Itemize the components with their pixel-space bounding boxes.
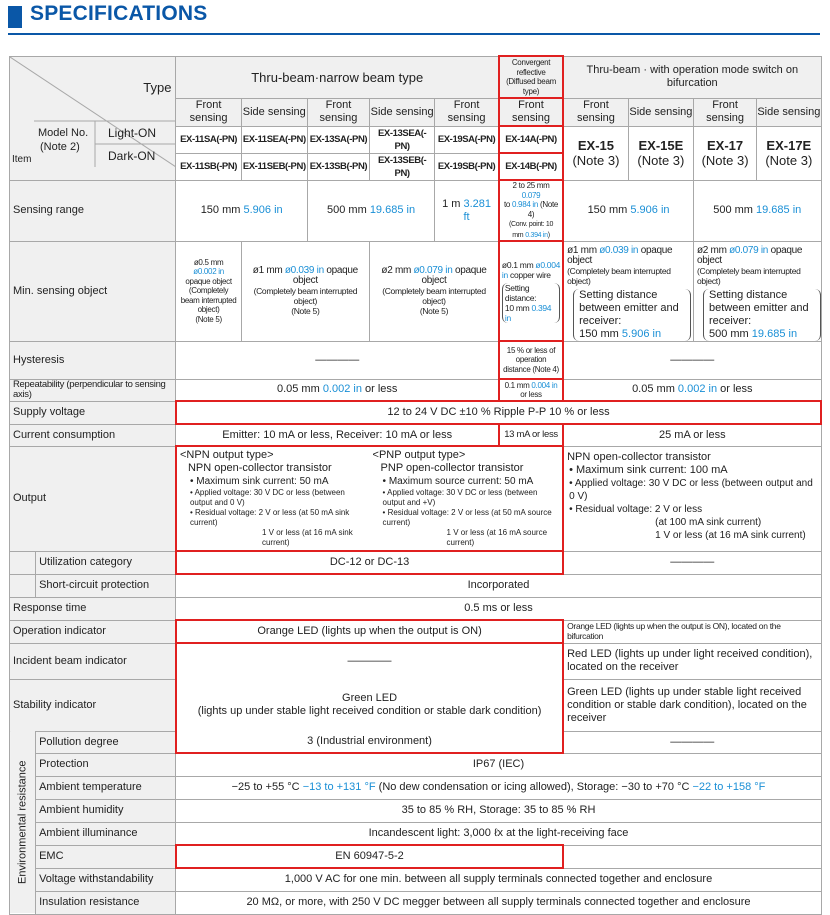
corner-cell [10, 56, 176, 180]
pnp-line: PNP open-collector transistor [380, 462, 524, 474]
repeat-suffix: or less [720, 383, 753, 396]
npn-line: • Maximum sink current: 50 mA [189, 476, 329, 487]
min-d6: 10 mm [504, 302, 530, 313]
min-a3: opaque object [185, 276, 232, 286]
util-value: DC-12 or DC-13 [176, 551, 563, 574]
row-label-amb-ill: Ambient illuminance [36, 822, 176, 845]
insul-value: 20 MΩ, or more, with 250 V DC megger between all supply terminals connected together and enclosure [176, 891, 821, 914]
min-a1: ø0.5 mm [193, 257, 224, 267]
min-object-e [563, 241, 693, 341]
env-resistance-label: Environmental resistance [10, 731, 36, 914]
model-dark: EX-11SB(-PN) [176, 153, 241, 180]
value-in: 19.685 in [756, 204, 802, 216]
repeat-conv-suffix: or less [520, 390, 542, 399]
sensing-side: Side sensing [241, 98, 307, 126]
sensing-range-value [307, 180, 434, 241]
min-b1: ø1 mm [252, 265, 283, 276]
emc-value: EN 60947-5-2 [176, 845, 563, 868]
response-value: 0.5 ms or less [176, 597, 821, 620]
row-label-short: Short-circuit protection [36, 574, 176, 597]
min-c1: ø2 mm [381, 265, 411, 276]
group-thru-narrow: Thru-beam·narrow beam type [176, 56, 499, 98]
model-dark: EX-13SB(-PN) [307, 153, 369, 180]
conv-range-in2: 0.984 in [511, 200, 539, 209]
min-object-a [176, 241, 241, 341]
model-light: EX-11SA(-PN) [176, 126, 241, 153]
group-convergent [499, 56, 563, 98]
sensing-range-value [435, 180, 499, 241]
op-ind-value: Orange LED (lights up when the output is ON) [176, 620, 563, 643]
row-label-inc-ind: Incident beam indicator [10, 643, 176, 679]
dark-on-label: Dark-ON [108, 148, 156, 163]
model-light: EX-14A(-PN) [499, 126, 563, 153]
conv-point: (Conv. point: 10 mm [508, 221, 554, 239]
min-object-d [499, 241, 563, 341]
volt-with-value: 1,000 V AC for one min. between all supply terminals connected together and enclosure [176, 868, 821, 891]
min-c4: (Completely beam interrupted object) [382, 286, 486, 306]
repeat-conv-in: 0.004 in [531, 380, 558, 390]
min-b4: (Completely beam interrupted object) [253, 286, 358, 306]
row-label-response: Response time [10, 597, 176, 620]
pnp-title: <PNP output type> [372, 449, 466, 461]
value-in: 3.281 ft [463, 197, 492, 223]
amb-temp-storage-f: −22 to +158 °F [692, 781, 766, 793]
min-c3: opaque object [421, 265, 487, 286]
inc-ind-dash: ———— [176, 643, 563, 679]
section-header [8, 2, 820, 32]
value-mm: 150 mm [587, 204, 628, 216]
min-f1: ø2 mm [696, 244, 727, 256]
amb-temp-f: −13 to +131 °F [302, 781, 376, 793]
sensing-front: Front sensing [563, 98, 628, 126]
min-e5: Setting distance between emitter and receiver: [579, 288, 679, 327]
conv-note: (Note 4) [527, 200, 559, 219]
amb-temp-c: −25 to +55 °C [231, 781, 300, 793]
conv-point-close: ) [547, 231, 550, 239]
current-value: Emitter: 10 mA or less, Receiver: 10 mA or less [176, 424, 499, 446]
protection-value: IP67 (IEC) [176, 753, 821, 776]
model-note-label: (Note 2) [40, 140, 80, 153]
repeat-in: 0.002 in [677, 383, 718, 396]
sensing-front: Front sensing [435, 98, 499, 126]
conv-range-in: 0.079 [521, 190, 541, 200]
sensing-range-value [693, 180, 821, 241]
min-e2: ø0.039 in [599, 244, 639, 256]
pnp-line: 1 V or less (at 16 mA source current) [446, 528, 548, 547]
output-pnp [370, 447, 563, 550]
row-label-pollution: Pollution degree [36, 731, 176, 753]
model-big [693, 126, 756, 180]
model-no-label: Model No. [38, 126, 89, 139]
sensing-side: Side sensing [370, 98, 435, 126]
value-mm: 500 mm [327, 204, 367, 216]
model-light: EX-13SEA(-PN) [370, 126, 435, 153]
model-light: EX-11SEA(-PN) [241, 126, 307, 153]
row-label-supply: Supply voltage [10, 401, 176, 424]
output-r-line: NPN open-collector transistor [567, 450, 711, 463]
repeat-mm: 0.05 mm [276, 383, 320, 396]
stab-ind-value [176, 679, 563, 731]
min-e6: 150 mm [579, 327, 619, 340]
output-right [563, 446, 821, 551]
min-d4: copper wire [510, 269, 551, 280]
min-b5: (Note 5) [291, 306, 320, 316]
conv-range: 2 to 25 mm [512, 181, 550, 190]
indent-cell [10, 574, 36, 597]
pollution-value: 3 (Industrial environment) [176, 731, 563, 753]
light-on-label: Light-ON [108, 125, 157, 140]
util-dash: ———— [563, 551, 821, 574]
output-inner [177, 447, 562, 550]
row-label-op-ind: Operation indicator [10, 620, 176, 643]
output-r-line: • Residual voltage: 2 V or less [569, 503, 703, 515]
hysteresis-conv: 15 % or less of operation distance (Note 4) [499, 341, 563, 379]
row-label-amb-temp: Ambient temperature [36, 776, 176, 799]
min-e3: opaque object [567, 244, 673, 266]
min-f5: Setting distance between emitter and receiver: [708, 288, 809, 327]
model-big [563, 126, 628, 180]
min-f3: opaque object [696, 244, 803, 266]
op-ind-right: Orange LED (lights up when the output is ON), located on the bifurcation [563, 620, 821, 643]
min-c2: ø0.079 in [413, 265, 453, 276]
sensing-front: Front sensing [693, 98, 756, 126]
value-in: 19.685 in [369, 204, 416, 216]
repeat-mm: 0.05 mm [632, 383, 675, 396]
model-big-note: (Note 3) [572, 153, 620, 168]
model-dark: EX-19SB(-PN) [435, 153, 499, 180]
current-conv: 13 mA or less [499, 424, 563, 446]
repeat-value [176, 379, 499, 401]
row-label-sensing-range: Sensing range [10, 180, 176, 241]
pnp-line: • Residual voltage: 2 V or less (at 50 mA source current) [382, 508, 552, 527]
current-value: 25 mA or less [563, 424, 821, 446]
output-r-line: • Applied voltage: 30 V DC or less (between output and 0 V) [569, 477, 813, 502]
row-label-min-object: Min. sensing object [10, 241, 176, 341]
row-label-hysteresis: Hysteresis [10, 341, 176, 379]
spec-table [9, 55, 822, 915]
model-light: EX-13SA(-PN) [307, 126, 369, 153]
pollution-dash: ———— [563, 731, 821, 753]
sensing-front: Front sensing [499, 98, 563, 126]
sensing-range-value [563, 180, 693, 241]
model-big-name: EX-15 [577, 138, 615, 153]
model-big-note: (Note 3) [765, 153, 813, 168]
repeat-conv-mm: 0.1 mm [504, 380, 530, 390]
sensing-range-value [176, 180, 307, 241]
repeat-suffix: or less [365, 383, 398, 396]
row-label-volt-with: Voltage withstandability [36, 868, 176, 891]
min-a4: (Completely beam interrupted object) [180, 286, 237, 315]
amb-ill-value: Incandescent light: 3,000 ℓx at the light-receiving face [176, 822, 821, 845]
min-b3: opaque object [292, 265, 358, 286]
min-d7: 0.394 in [504, 302, 552, 323]
model-dark: EX-14B(-PN) [499, 153, 563, 180]
group-thru-switch: Thru-beam · with operation mode switch on bifurcation [563, 56, 821, 98]
stab-ind-line1: Green LED [342, 692, 398, 704]
output-r-line: 1 V or less (at 16 mA sink current) [655, 529, 806, 541]
min-a5: (Note 5) [195, 314, 222, 324]
conv-point-in: 0.394 in [525, 231, 548, 239]
hysteresis-dash: ———— [176, 341, 499, 379]
model-big-note: (Note 3) [637, 153, 685, 168]
min-d1: ø0.1 mm [501, 259, 534, 270]
row-label-repeatability: Repeatability (perpendicular to sensing axis) [10, 379, 176, 401]
page-title: SPECIFICATIONS [30, 2, 208, 25]
value-in: 5.906 in [630, 204, 670, 216]
min-b2: ø0.039 in [284, 265, 324, 276]
value-in: 5.906 in [243, 204, 283, 216]
min-d2: ø0.004 [535, 259, 561, 270]
output-r-line: (at 100 mA sink current) [655, 516, 762, 528]
conv-to: to [503, 200, 511, 209]
min-object-b [241, 241, 369, 341]
group-convergent-line1: Convergent reflective [511, 58, 551, 77]
min-f4: (Completely beam interrupted object) [696, 265, 801, 286]
npn-line: 1 V or less (at 16 mA sink current) [261, 528, 353, 547]
npn-line: NPN open-collector transistor [187, 462, 332, 474]
hysteresis-dash: ———— [563, 341, 821, 379]
inc-ind-right: Red LED (lights up under light received condition), located on the receiver [563, 643, 821, 679]
min-d3: in [501, 269, 508, 280]
npn-line: • Residual voltage: 2 V or less (at 50 mA sink current) [189, 508, 350, 527]
row-label-emc: EMC [36, 845, 176, 868]
output-npn-pnp [176, 446, 563, 551]
model-big [628, 126, 693, 180]
model-big-note: (Note 3) [701, 153, 749, 168]
type-label: Type [143, 79, 172, 95]
row-label-protection: Protection [36, 753, 176, 776]
pnp-line: • Applied voltage: 30 V DC or less (between output and +V) [382, 488, 538, 507]
pnp-line: • Maximum source current: 50 mA [382, 476, 534, 487]
npn-line: • Applied voltage: 30 V DC or less (between output and 0 V) [189, 488, 345, 507]
group-convergent-line2: (Diffused beam type) [506, 77, 556, 96]
stab-ind-right: Green LED (lights up under stable light received condition or stable dark condition), located on the receiver [563, 679, 821, 731]
sensing-front: Front sensing [176, 98, 241, 126]
min-e4: (Completely beam interrupted object) [567, 265, 671, 286]
value-mm: 500 mm [713, 204, 753, 216]
min-e7: 5.906 in [621, 327, 662, 340]
header-bar [8, 6, 22, 28]
header-rule [8, 33, 820, 35]
row-label-insul: Insulation resistance [36, 891, 176, 914]
min-object-f [693, 241, 821, 341]
stab-ind-line2: (lights up under stable light received condition or stable dark condition) [197, 705, 542, 717]
repeat-conv [499, 379, 563, 401]
sensing-front: Front sensing [307, 98, 369, 126]
repeat-value [563, 379, 821, 401]
emc-empty [563, 845, 821, 868]
model-big-name: EX-17 [707, 138, 744, 153]
row-label-amb-hum: Ambient humidity [36, 799, 176, 822]
min-c5: (Note 5) [419, 306, 449, 316]
sensing-range-conv [499, 180, 563, 241]
min-d5: Setting distance: [504, 282, 537, 303]
row-label-current: Current consumption [10, 424, 176, 446]
supply-value: 12 to 24 V DC ±10 % Ripple P-P 10 % or less [176, 401, 821, 424]
row-label-stab-ind: Stability indicator [10, 679, 176, 731]
min-e1: ø1 mm [567, 244, 597, 256]
min-object-c [370, 241, 499, 341]
item-label: Item [12, 153, 32, 165]
repeat-in: 0.002 in [322, 383, 362, 396]
model-light: EX-19SA(-PN) [435, 126, 499, 153]
model-big-name: EX-17E [766, 138, 812, 153]
sensing-side: Side sensing [757, 98, 821, 126]
npn-title: <NPN output type> [179, 449, 274, 461]
min-f2: ø0.079 in [729, 244, 769, 256]
amb-temp-storage: (No dew condensation or icing allowed), Storage: −30 to +70 °C [378, 781, 690, 793]
min-f7: 19.685 in [751, 327, 798, 340]
value-mm: 150 mm [200, 204, 241, 216]
output-r-line: • Maximum sink current: 100 mA [569, 463, 728, 476]
model-big [757, 126, 821, 180]
model-dark: EX-11SEB(-PN) [241, 153, 307, 180]
row-label-util: Utilization category [36, 551, 176, 574]
sensing-side: Side sensing [628, 98, 693, 126]
short-value: Incorporated [176, 574, 821, 597]
min-a2: ø0.002 in [193, 267, 224, 277]
amb-temp-value [176, 776, 821, 799]
value-mm: 1 m [442, 197, 461, 210]
min-f6: 500 mm [708, 327, 749, 340]
model-dark: EX-13SEB(-PN) [370, 153, 435, 180]
row-label-output: Output [10, 446, 176, 551]
indent-cell [10, 551, 36, 574]
output-npn [177, 447, 370, 550]
amb-hum-value: 35 to 85 % RH, Storage: 35 to 85 % RH [176, 799, 821, 822]
model-big-name: EX-15E [638, 138, 684, 153]
